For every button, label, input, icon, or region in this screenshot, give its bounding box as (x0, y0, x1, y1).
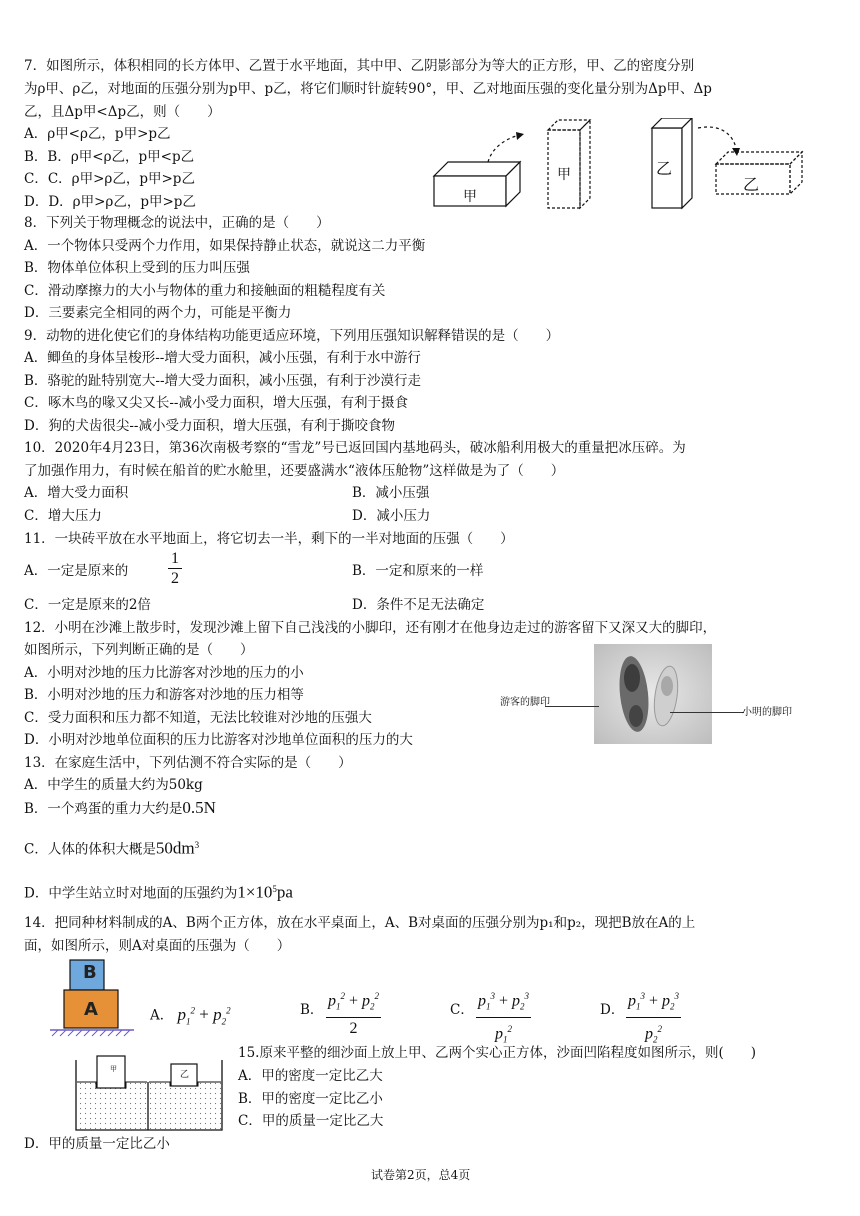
q10-option-d: D．减小压力 (352, 508, 431, 524)
q7-label-yi-lying: 乙 (743, 175, 760, 194)
q9-option-b: B．骆驼的趾特别宽大--增大受力面积，减小压强，有利于沙漠行走 (24, 373, 422, 389)
q7-option-a: A．ρ甲<ρ乙，p甲>p乙 (24, 126, 171, 142)
tourist-footprint-pointer (545, 706, 599, 707)
q7-option-d: D．D．ρ甲>ρ乙，p甲>p乙 (24, 194, 196, 210)
q14-option-b (300, 1001, 323, 1019)
q8-option-a: A．一个物体只受两个力作用，如果保持静止状态，就说这二力平衡 (24, 238, 426, 254)
q13-option-c (24, 834, 199, 861)
q13-option-b-value: 0.5N (182, 798, 216, 817)
q15-stem: 15.原来平整的细沙面上放上甲、乙两个实心正方体，沙面凹陷程度如图所示，则( ) (238, 1045, 757, 1061)
q13-option-b (24, 799, 216, 818)
q12-stem-line2: 如图所示，下列判断正确的是（ ） (24, 642, 254, 658)
q14-stem-line1: 14．把同种材料制成的A、B两个正方体，放在水平桌面上，A、B对桌面的压强分别为p₁和p₂，现把B放在A的上 (24, 915, 696, 931)
q9-stem: 9．动物的进化使它们的身体结构功能更适应环境，下列用压强知识解释错误的是（ ） (24, 328, 560, 344)
q15-option-b: B．甲的密度一定比乙小 (238, 1091, 383, 1107)
q11-stem: 11．一块砖平放在水平地面上，将它切去一半，剩下的一半对地面的压强（ ） (24, 531, 514, 547)
q7-option-c: C．C．ρ甲>ρ乙，p甲>p乙 (24, 171, 195, 187)
cube-a-label: A (84, 999, 98, 1020)
q7-stem-line2: 为ρ甲、ρ乙，对地面的压强分别为p甲、p乙，将它们顺时针旋转90°，甲、乙对地面压强的变化量分别为Δp甲、Δp (24, 81, 712, 97)
q11-option-c: C．一定是原来的2倍 (24, 597, 151, 613)
q13-option-b-prefix: B．一个鸡蛋的重力大约是 (24, 801, 183, 817)
q13-option-c-prefix: C．人体的体积大概是 (24, 841, 156, 858)
q14-option-c-label: C． (450, 1002, 474, 1018)
q13-option-c-value: 50dm (155, 838, 195, 858)
q14-option-a: A． $p_1^2 + p_2^2$ (150, 1004, 231, 1027)
q7-stem-line1: 7．如图所示，体积相同的长方体甲、乙置于水平地面，其中甲、乙阴影部分为等大的正方形，甲、乙的密度分别 (24, 58, 695, 74)
q10-option-a: A．增大受力面积 (24, 485, 129, 501)
page-footer: 试卷第2页，总4页 (371, 1168, 471, 1182)
q11-fraction-half (168, 549, 182, 588)
q13-option-c-sup: 3 (194, 840, 200, 850)
footprint-photo (594, 644, 712, 744)
q10-option-c: C．增大压力 (24, 508, 102, 524)
q12-option-b: B．小明对沙地的压力和游客对沙地的压力相等 (24, 687, 304, 703)
q13-option-d (24, 878, 293, 905)
q8-option-d: D．三要素完全相同的两个力，可能是平衡力 (24, 305, 292, 321)
q7-option-b: B．B．ρ甲<ρ乙，p甲<p乙 (24, 149, 195, 165)
q13-option-d-value: 1×10 (237, 882, 273, 902)
q8-option-b: B．物体单位体积上受到的压力叫压强 (24, 260, 250, 276)
q11-option-d: D．条件不足无法确定 (352, 597, 485, 613)
q8-option-c: C．滑动摩擦力的大小与物体的重力和接触面的粗糙程度有关 (24, 283, 386, 299)
q13-stem: 13．在家庭生活中，下列估测不符合实际的是（ ） (24, 755, 352, 771)
q15-option-a: A．甲的密度一定比乙大 (238, 1068, 383, 1084)
q14-option-d-label: D． (600, 1002, 625, 1018)
q12-option-c: C．受力面积和压力都不知道，无法比较谁对沙地的压强大 (24, 710, 372, 726)
q12-option-a: A．小明对沙地的压力比游客对沙地的压力的小 (24, 665, 304, 681)
q8-stem: 8．下列关于物理概念的说法中，正确的是（ ） (24, 215, 330, 231)
q11-option-a (24, 562, 128, 580)
q9-option-d: D．狗的犬齿很尖--减小受力面积，增大压强，有利于撕咬食物 (24, 418, 395, 434)
q11-option-b: B．一定和原来的一样 (352, 563, 484, 579)
q13-option-d-unit: pa (276, 882, 293, 902)
q11-fraction-den: 2 (171, 570, 179, 587)
q7-label-jia-lying: 甲 (463, 189, 477, 205)
q15-option-d: D．甲的质量一定比乙小 (24, 1136, 170, 1152)
q10-option-b: B．减小压强 (352, 485, 430, 501)
q14-option-b-fraction: $\frac{p_1^2 + p_2^2}{2}$ (326, 986, 381, 1040)
q13-option-a: A．中学生的质量大约为50kg (24, 777, 203, 793)
q12-option-d: D．小明对沙地单位面积的压力比游客对沙地单位面积的压力的大 (24, 732, 413, 748)
q15-option-c: C．甲的质量一定比乙大 (238, 1113, 384, 1129)
q12-stem-line1: 12．小明在沙滩上散步时，发现沙滩上留下自己浅浅的小脚印，还有刚才在他身边走过的游客留下又深又大的脚印， (24, 620, 717, 636)
q7-stem-line3: 乙，且Δp甲<Δp乙，则（ ） (24, 104, 221, 120)
q10-stem-line1: 10．2020年4月23日，第36次南极考察的“雪龙”号已返回国内基地码头，破冰船利用极大的重量把冰压碎。为 (24, 440, 686, 456)
q14-option-b-denominator: 2 (349, 1019, 358, 1037)
q15-cube-jia-label: 甲 (110, 1065, 117, 1073)
q9-option-c: C．啄木鸟的喙又尖又长--减小受力面积，增大压强，有利于摄食 (24, 395, 408, 411)
q13-option-d-prefix: D．中学生站立时对地面的压强约为 (24, 885, 238, 902)
q9-option-a: A．鲫鱼的身体呈梭形--增大受力面积，减小压强，有利于水中游行 (24, 350, 421, 366)
q14-option-a-label: A． (150, 1007, 174, 1024)
q11-option-a-prefix: A．一定是原来的 (24, 563, 129, 579)
xiaoming-footprint-label: 小明的脚印 (742, 707, 792, 718)
q14-option-d (600, 1001, 624, 1019)
q11-fraction-num: 1 (168, 549, 182, 569)
tourist-footprint-label: 游客的脚印 (500, 697, 550, 708)
q14-option-c (450, 1001, 474, 1019)
xiaoming-footprint-pointer (670, 712, 744, 713)
q13-option-d-sup: 5 (272, 884, 277, 894)
q10-stem-line2: 了加强作用力，有时候在船首的贮水舱里，还要盛满水“液体压舱物”这样做是为了（ ） (24, 463, 565, 479)
q14-stem-line2: 面，如图所示，则A对桌面的压强为（ ） (24, 938, 291, 954)
q14-option-c-fraction: $\frac{p_1^3 + p_2^3}{p_1^2}$ (476, 986, 531, 1050)
q14-option-b-label: B． (300, 1002, 324, 1018)
q7-label-yi-standing: 乙 (656, 159, 673, 178)
q7-label-jia-standing: 甲 (557, 167, 571, 183)
q15-cube-yi-label: 乙 (180, 1070, 190, 1080)
q7-rotation-figure (430, 118, 830, 218)
q14-option-d-fraction: $\frac{p_1^3 + p_2^3}{p_2^2}$ (626, 986, 681, 1050)
sand-container-figure (74, 1052, 224, 1132)
cube-b-label: B (83, 962, 97, 983)
